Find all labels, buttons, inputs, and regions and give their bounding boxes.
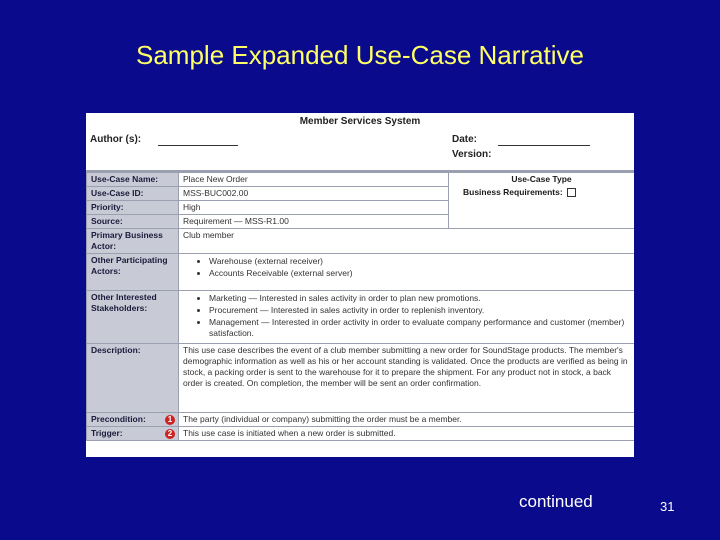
page-number: 31 [660,499,675,514]
version-label: Version: [452,149,492,160]
document-header [86,113,634,172]
trigger-value: This use case is initiated when a new order is submitted. [179,427,635,441]
list-item: • Warehouse (external receiver) [209,256,630,267]
other-actors-label: Other Participating Actors: [87,254,179,291]
table-row [87,291,635,344]
date-label: Date: [452,134,478,145]
list-item: • Accounts Receivable (external server) [209,268,630,279]
list-item: • Procurement — Interested in sales activity in order to replenish inventory. [209,305,630,316]
date-line [498,145,590,146]
checkbox-icon [567,188,576,197]
use-case-type-label: Use-Case Type [511,174,572,184]
precondition-label: Precondition: [91,414,146,424]
trigger-label-cell [87,427,179,441]
description-label: Description: [87,344,179,413]
precondition-label-cell [87,413,179,427]
use-case-id-label: Use-Case ID: [87,187,179,201]
business-requirements-label: Business Requirements: [463,187,563,197]
continued-label: continued [519,492,593,511]
table-row [87,254,635,291]
use-case-document [86,113,634,457]
table-row [87,173,635,187]
table-row [87,229,635,254]
list-item: • Marketing — Interested in sales activity in order to plan new promotions. [209,293,630,304]
use-case-name-value: Place New Order [179,173,449,187]
author-label: Author (s): [90,134,142,145]
table-row [87,344,635,413]
use-case-id-value: MSS-BUC002.00 [179,187,449,201]
primary-actor-label: Primary Business Actor: [87,229,179,254]
trigger-label: Trigger: [91,428,123,438]
business-requirements-line [453,187,630,198]
other-actors-value [179,254,635,291]
precondition-value: The party (individual or company) submitting the order must be a member. [179,413,635,427]
list-item: • Management — Interested in order activity in order to evaluate company performance and customer (member) satisfaction. [209,317,630,339]
slide-title: Sample Expanded Use-Case Narrative [136,40,584,70]
source-label: Source: [87,215,179,229]
table-row [87,413,635,427]
use-case-table [86,172,634,441]
use-case-name-label: Use-Case Name: [87,173,179,187]
stakeholders-value [179,291,635,344]
use-case-type-cell [449,173,635,229]
table-row [87,427,635,441]
source-value: Requirement — MSS-R1.00 [179,215,449,229]
author-line [158,145,238,146]
callout-badge: 2 [165,429,175,439]
stakeholders-label: Other Interested Stakeholders: [87,291,179,344]
system-title: Member Services System [299,116,421,127]
priority-label: Priority: [87,201,179,215]
description-value: This use case describes the event of a club member submitting a new order for SoundStage products. The member's demographic information as well as his or her account standing is validated. Once the products are verified as being in stock, a packing order is sent to the warehouse for it to prepare the shipment. For any product not in stock, a back order is created. On completion, the member will be sent an order confirmation. [179,344,635,413]
primary-actor-value: Club member [179,229,635,254]
priority-value: High [179,201,449,215]
callout-badge: 1 [165,415,175,425]
